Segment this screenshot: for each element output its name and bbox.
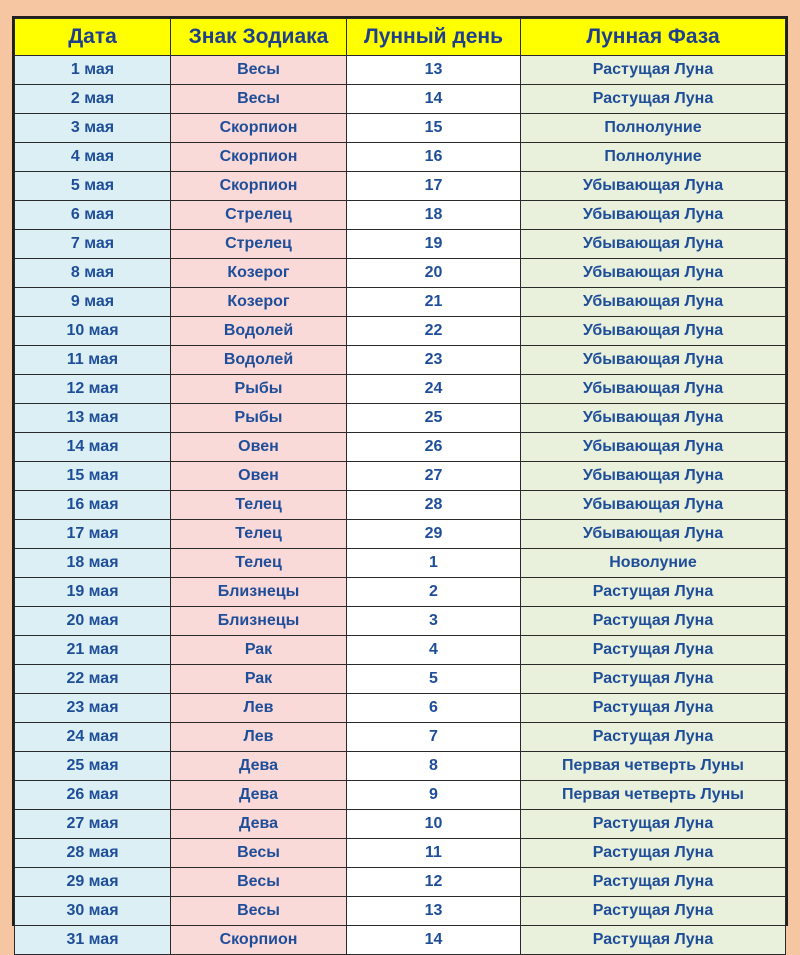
lunar-phase-cell: Убывающая Луна (521, 433, 786, 462)
table-row (15, 810, 786, 839)
zodiac-sign-cell: Скорпион (171, 114, 347, 143)
zodiac-sign-cell: Скорпион (171, 926, 347, 955)
date-cell: 13 мая (15, 404, 171, 433)
table-row (15, 288, 786, 317)
table-body (15, 56, 786, 955)
lunar-day-cell: 5 (347, 665, 521, 694)
zodiac-sign-cell: Лев (171, 694, 347, 723)
lunar-calendar-table (14, 18, 786, 955)
zodiac-sign-cell: Дева (171, 752, 347, 781)
lunar-day-cell: 25 (347, 404, 521, 433)
lunar-calendar-frame (12, 16, 788, 948)
lunar-phase-cell: Убывающая Луна (521, 201, 786, 230)
date-cell: 18 мая (15, 549, 171, 578)
date-cell: 3 мая (15, 114, 171, 143)
table-row (15, 549, 786, 578)
lunar-day-cell: 8 (347, 752, 521, 781)
table-row (15, 868, 786, 897)
table-row (15, 143, 786, 172)
date-cell: 5 мая (15, 172, 171, 201)
lunar-phase-cell: Растущая Луна (521, 839, 786, 868)
lunar-phase-cell: Полнолуние (521, 143, 786, 172)
zodiac-sign-cell: Близнецы (171, 607, 347, 636)
lunar-phase-cell: Убывающая Луна (521, 288, 786, 317)
table-row (15, 375, 786, 404)
date-cell: 20 мая (15, 607, 171, 636)
table-row (15, 201, 786, 230)
table-row (15, 665, 786, 694)
date-cell: 16 мая (15, 491, 171, 520)
lunar-day-cell: 15 (347, 114, 521, 143)
lunar-phase-cell: Растущая Луна (521, 56, 786, 85)
zodiac-sign-cell: Лев (171, 723, 347, 752)
date-cell: 14 мая (15, 433, 171, 462)
lunar-phase-cell: Убывающая Луна (521, 520, 786, 549)
date-cell: 30 мая (15, 897, 171, 926)
lunar-day-cell: 20 (347, 259, 521, 288)
table-header (15, 19, 786, 56)
lunar-day-cell: 7 (347, 723, 521, 752)
zodiac-sign-cell: Водолей (171, 317, 347, 346)
zodiac-sign-cell: Близнецы (171, 578, 347, 607)
header-lunar-day: Лунный день (347, 19, 521, 56)
date-cell: 12 мая (15, 375, 171, 404)
date-cell: 10 мая (15, 317, 171, 346)
lunar-phase-cell: Убывающая Луна (521, 317, 786, 346)
zodiac-sign-cell: Телец (171, 491, 347, 520)
header-lunar-phase: Лунная Фаза (521, 19, 786, 56)
lunar-day-cell: 3 (347, 607, 521, 636)
table-row (15, 926, 786, 955)
lunar-day-cell: 26 (347, 433, 521, 462)
zodiac-sign-cell: Козерог (171, 288, 347, 317)
header-row (15, 19, 786, 56)
lunar-phase-cell: Растущая Луна (521, 868, 786, 897)
lunar-phase-cell: Растущая Луна (521, 694, 786, 723)
date-cell: 26 мая (15, 781, 171, 810)
lunar-day-cell: 21 (347, 288, 521, 317)
zodiac-sign-cell: Дева (171, 781, 347, 810)
lunar-day-cell: 6 (347, 694, 521, 723)
table-row (15, 636, 786, 665)
lunar-phase-cell: Полнолуние (521, 114, 786, 143)
table-row (15, 752, 786, 781)
date-cell: 11 мая (15, 346, 171, 375)
lunar-day-cell: 22 (347, 317, 521, 346)
table-row (15, 259, 786, 288)
lunar-phase-cell: Растущая Луна (521, 810, 786, 839)
zodiac-sign-cell: Козерог (171, 259, 347, 288)
lunar-day-cell: 2 (347, 578, 521, 607)
lunar-phase-cell: Растущая Луна (521, 85, 786, 114)
lunar-phase-cell: Убывающая Луна (521, 346, 786, 375)
table-row (15, 433, 786, 462)
zodiac-sign-cell: Весы (171, 85, 347, 114)
lunar-phase-cell: Растущая Луна (521, 607, 786, 636)
lunar-phase-cell: Убывающая Луна (521, 404, 786, 433)
lunar-phase-cell: Убывающая Луна (521, 375, 786, 404)
lunar-day-cell: 4 (347, 636, 521, 665)
lunar-day-cell: 10 (347, 810, 521, 839)
date-cell: 9 мая (15, 288, 171, 317)
table-row (15, 230, 786, 259)
lunar-phase-cell: Растущая Луна (521, 897, 786, 926)
zodiac-sign-cell: Весы (171, 839, 347, 868)
header-date: Дата (15, 19, 171, 56)
lunar-day-cell: 14 (347, 85, 521, 114)
date-cell: 24 мая (15, 723, 171, 752)
lunar-phase-cell: Первая четверть Луны (521, 752, 786, 781)
header-zodiac-sign: Знак Зодиака (171, 19, 347, 56)
lunar-day-cell: 27 (347, 462, 521, 491)
zodiac-sign-cell: Скорпион (171, 172, 347, 201)
lunar-day-cell: 13 (347, 56, 521, 85)
table-row (15, 114, 786, 143)
date-cell: 23 мая (15, 694, 171, 723)
lunar-day-cell: 23 (347, 346, 521, 375)
zodiac-sign-cell: Рыбы (171, 375, 347, 404)
zodiac-sign-cell: Рак (171, 636, 347, 665)
table-row (15, 578, 786, 607)
lunar-day-cell: 11 (347, 839, 521, 868)
table-row (15, 839, 786, 868)
zodiac-sign-cell: Водолей (171, 346, 347, 375)
zodiac-sign-cell: Стрелец (171, 230, 347, 259)
lunar-phase-cell: Растущая Луна (521, 578, 786, 607)
lunar-day-cell: 1 (347, 549, 521, 578)
date-cell: 6 мая (15, 201, 171, 230)
lunar-phase-cell: Новолуние (521, 549, 786, 578)
lunar-day-cell: 28 (347, 491, 521, 520)
table-row (15, 520, 786, 549)
lunar-day-cell: 16 (347, 143, 521, 172)
lunar-day-cell: 19 (347, 230, 521, 259)
zodiac-sign-cell: Рак (171, 665, 347, 694)
table-row (15, 781, 786, 810)
table-row (15, 897, 786, 926)
date-cell: 19 мая (15, 578, 171, 607)
lunar-phase-cell: Убывающая Луна (521, 230, 786, 259)
table-row (15, 462, 786, 491)
lunar-phase-cell: Убывающая Луна (521, 172, 786, 201)
table-row (15, 85, 786, 114)
table-row (15, 694, 786, 723)
date-cell: 25 мая (15, 752, 171, 781)
lunar-phase-cell: Растущая Луна (521, 665, 786, 694)
lunar-day-cell: 18 (347, 201, 521, 230)
lunar-day-cell: 29 (347, 520, 521, 549)
zodiac-sign-cell: Телец (171, 520, 347, 549)
lunar-day-cell: 24 (347, 375, 521, 404)
zodiac-sign-cell: Скорпион (171, 143, 347, 172)
lunar-day-cell: 12 (347, 868, 521, 897)
zodiac-sign-cell: Весы (171, 897, 347, 926)
lunar-day-cell: 9 (347, 781, 521, 810)
date-cell: 31 мая (15, 926, 171, 955)
date-cell: 1 мая (15, 56, 171, 85)
date-cell: 28 мая (15, 839, 171, 868)
lunar-phase-cell: Растущая Луна (521, 723, 786, 752)
lunar-day-cell: 17 (347, 172, 521, 201)
zodiac-sign-cell: Овен (171, 462, 347, 491)
date-cell: 29 мая (15, 868, 171, 897)
date-cell: 4 мая (15, 143, 171, 172)
date-cell: 7 мая (15, 230, 171, 259)
lunar-day-cell: 13 (347, 897, 521, 926)
lunar-phase-cell: Первая четверть Луны (521, 781, 786, 810)
table-row (15, 317, 786, 346)
lunar-phase-cell: Растущая Луна (521, 636, 786, 665)
date-cell: 21 мая (15, 636, 171, 665)
zodiac-sign-cell: Овен (171, 433, 347, 462)
table-row (15, 723, 786, 752)
date-cell: 22 мая (15, 665, 171, 694)
lunar-day-cell: 14 (347, 926, 521, 955)
table-row (15, 491, 786, 520)
date-cell: 27 мая (15, 810, 171, 839)
zodiac-sign-cell: Весы (171, 56, 347, 85)
table-row (15, 404, 786, 433)
lunar-phase-cell: Убывающая Луна (521, 462, 786, 491)
lunar-phase-cell: Растущая Луна (521, 926, 786, 955)
date-cell: 8 мая (15, 259, 171, 288)
zodiac-sign-cell: Телец (171, 549, 347, 578)
zodiac-sign-cell: Дева (171, 810, 347, 839)
date-cell: 17 мая (15, 520, 171, 549)
table-row (15, 346, 786, 375)
table-row (15, 607, 786, 636)
lunar-phase-cell: Убывающая Луна (521, 259, 786, 288)
lunar-phase-cell: Убывающая Луна (521, 491, 786, 520)
zodiac-sign-cell: Рыбы (171, 404, 347, 433)
zodiac-sign-cell: Весы (171, 868, 347, 897)
date-cell: 15 мая (15, 462, 171, 491)
table-row (15, 172, 786, 201)
table-row (15, 56, 786, 85)
zodiac-sign-cell: Стрелец (171, 201, 347, 230)
date-cell: 2 мая (15, 85, 171, 114)
